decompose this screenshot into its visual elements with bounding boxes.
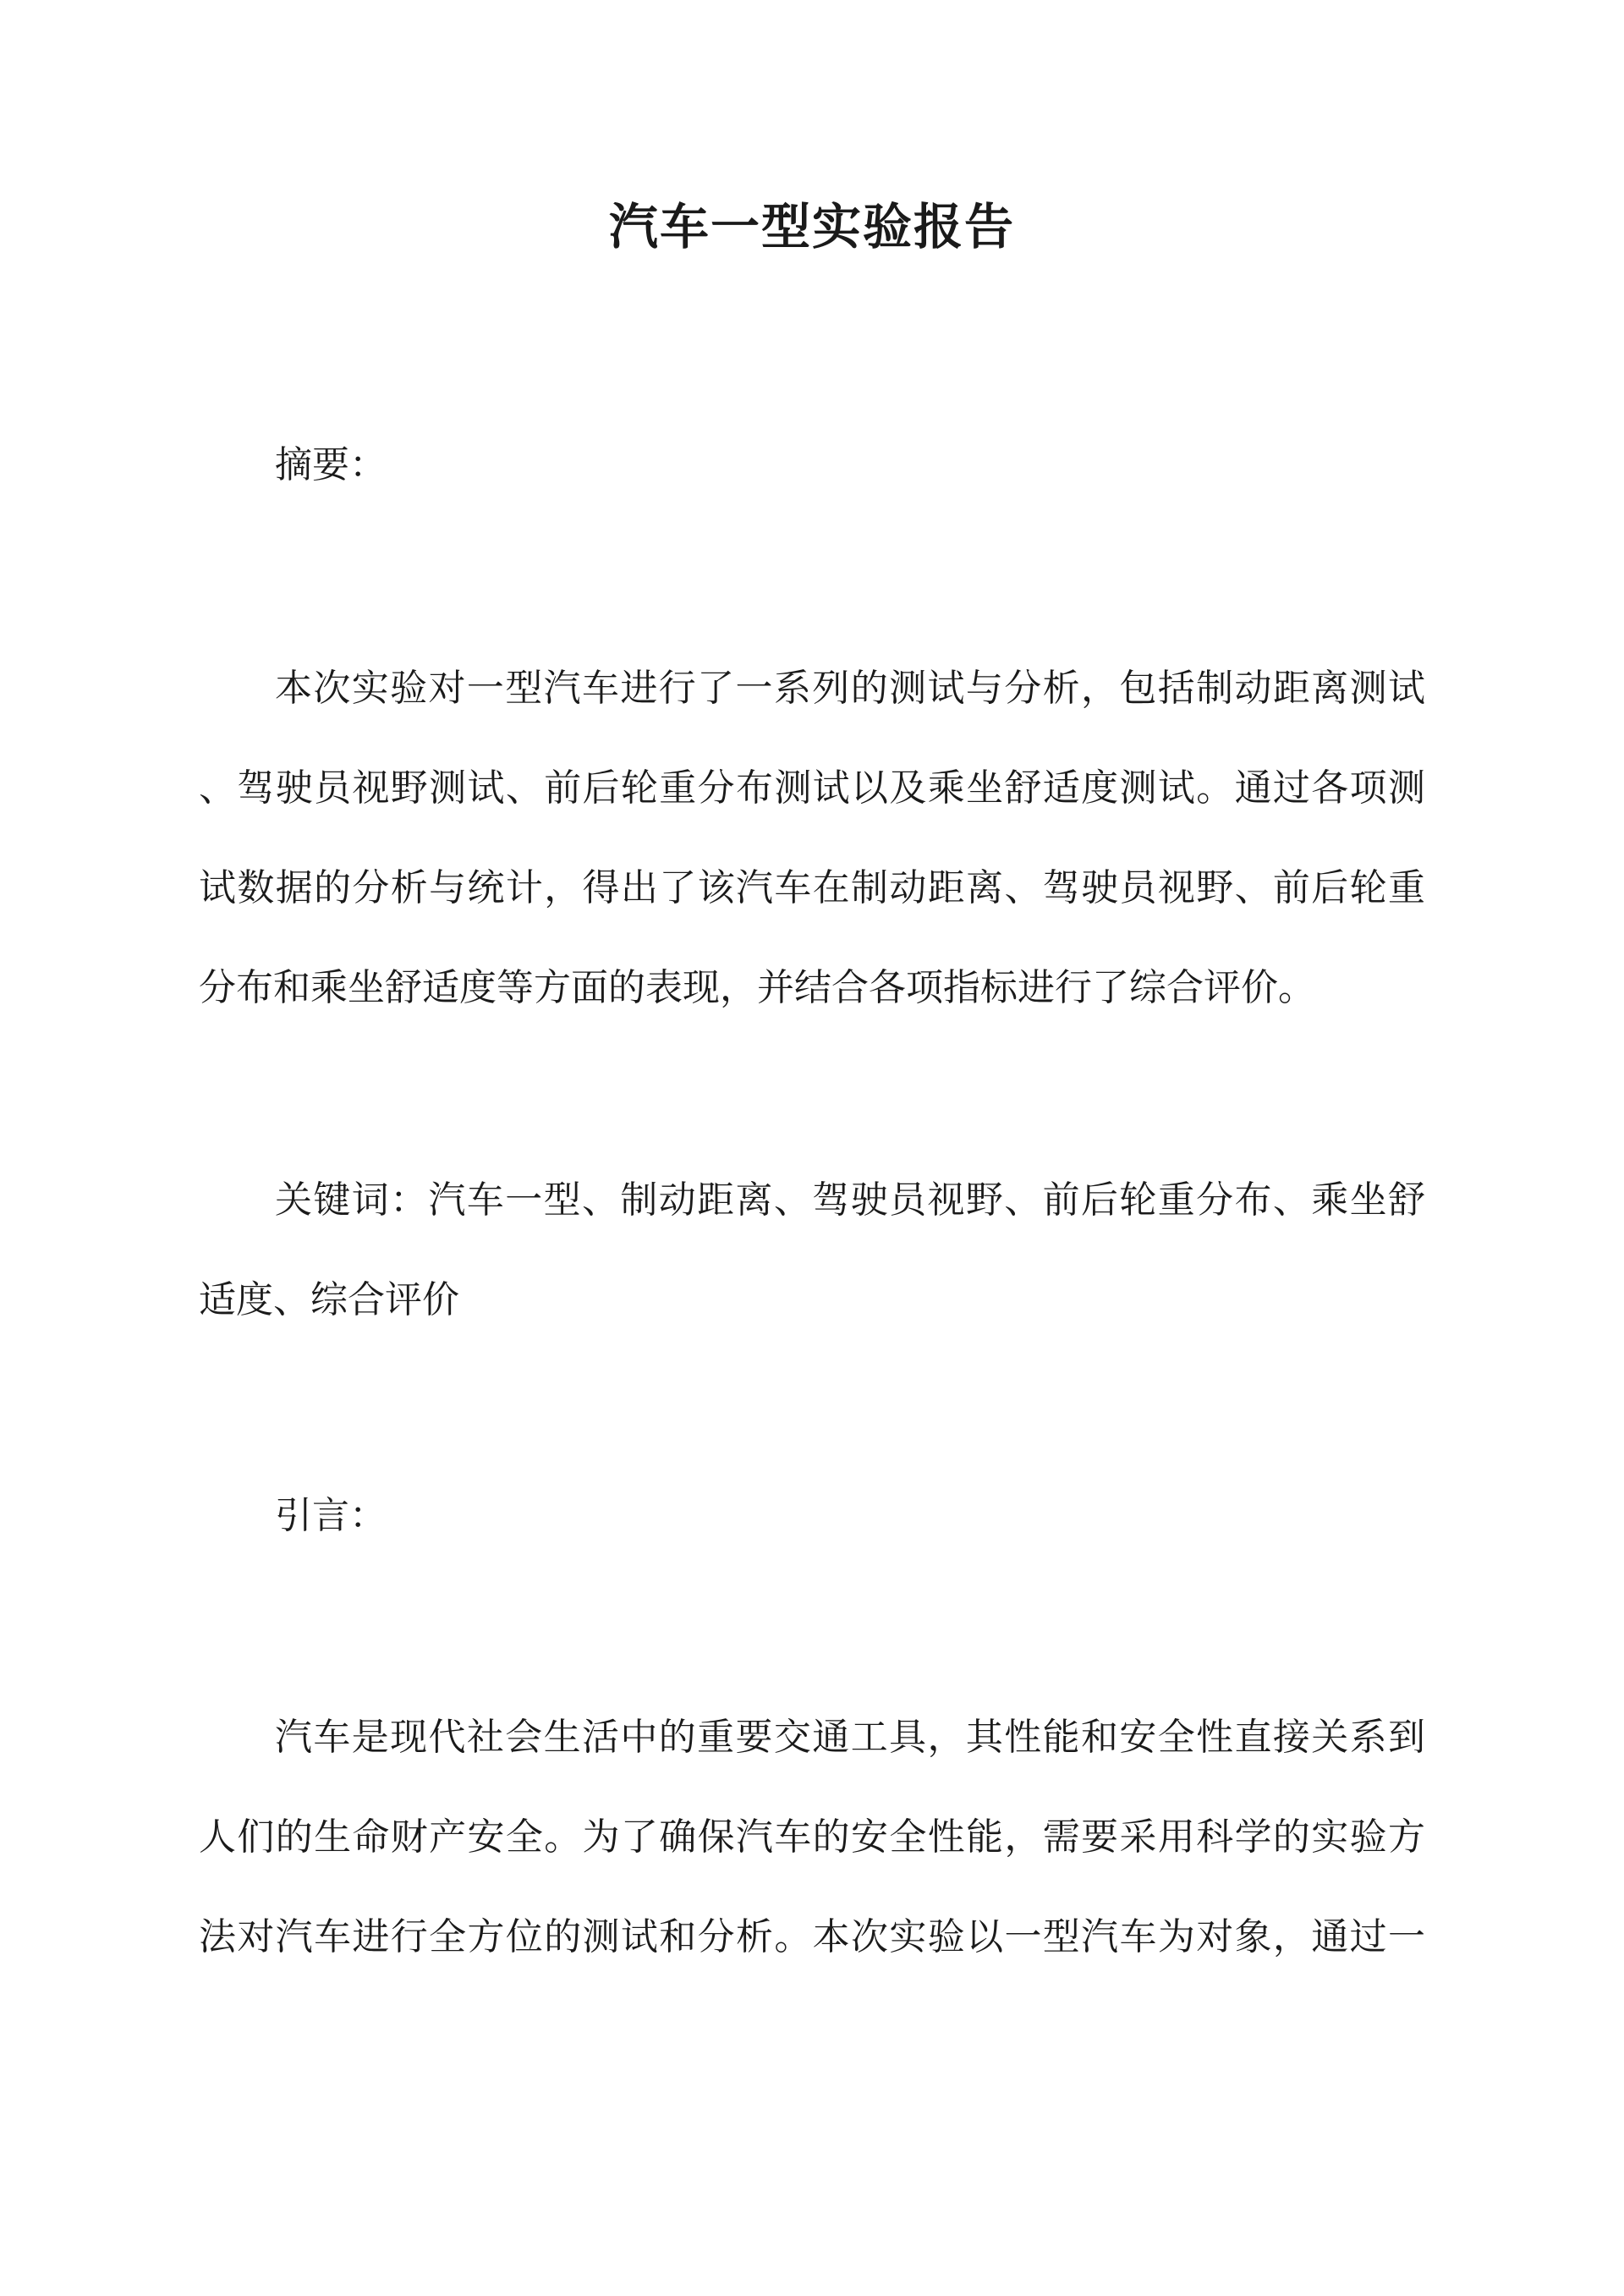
keywords-line-1: 关键词：汽车一型、制动距离、驾驶员视野、前后轮重分布、乘坐舒 bbox=[275, 1178, 1425, 1222]
keywords-paragraph bbox=[199, 1151, 1425, 1350]
keywords-line-2: 适度、综合评价 bbox=[199, 1278, 459, 1321]
introduction-line-3: 法对汽车进行全方位的测试和分析。本次实验以一型汽车为对象，通过一 bbox=[199, 1915, 1425, 1958]
abstract-line-2: 、驾驶员视野测试、前后轮重分布测试以及乘坐舒适度测试。通过各项测 bbox=[199, 766, 1425, 810]
introduction-paragraph bbox=[199, 1688, 1425, 1987]
abstract-line-3: 试数据的分析与统计，得出了该汽车在制动距离、驾驶员视野、前后轮重 bbox=[199, 866, 1425, 909]
abstract-paragraph bbox=[199, 639, 1425, 1038]
abstract-label: 摘要： bbox=[275, 443, 387, 486]
introduction-label: 引言： bbox=[275, 1494, 387, 1537]
introduction-line-2: 人们的生命财产安全。为了确保汽车的安全性能，需要采用科学的实验方 bbox=[199, 1815, 1425, 1859]
introduction-line-1: 汽车是现代社会生活中的重要交通工具，其性能和安全性直接关系到 bbox=[275, 1716, 1425, 1759]
abstract-line-4: 分布和乘坐舒适度等方面的表现，并结合各项指标进行了综合评价。 bbox=[199, 966, 1315, 1009]
document-title: 汽车一型实验报告 bbox=[608, 198, 1015, 255]
abstract-line-1: 本次实验对一型汽车进行了一系列的测试与分析，包括制动距离测试 bbox=[275, 667, 1425, 710]
